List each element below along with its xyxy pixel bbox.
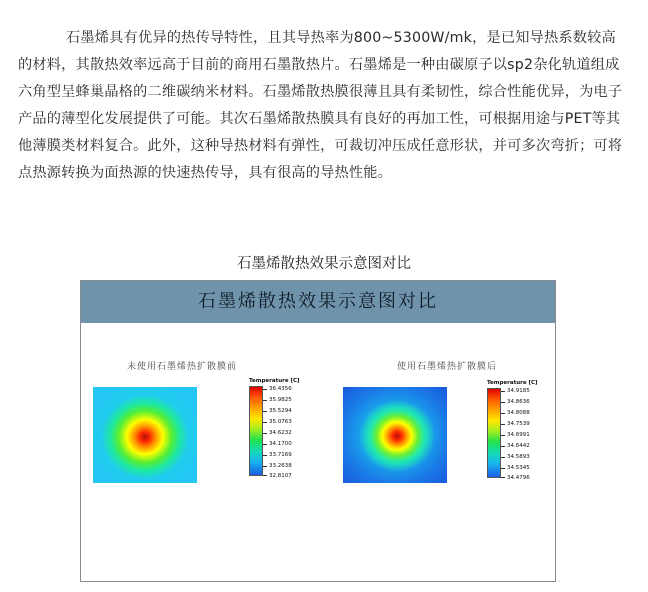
- scale-value: 34.4796: [507, 475, 530, 481]
- figure-header-title: 石墨烯散热效果示意图对比: [81, 281, 555, 323]
- scale-value: 35.5294: [269, 408, 292, 414]
- tick-mark: [263, 400, 267, 401]
- scale-value: 34.8088: [507, 410, 530, 416]
- end-mark: .: [558, 577, 560, 584]
- tick-mark: [501, 435, 505, 436]
- scale-value: 33.2638: [269, 463, 292, 469]
- figure-caption: 石墨烯散热效果示意图对比: [237, 256, 411, 272]
- scale-value: 32.8107: [269, 473, 292, 479]
- heat-dissipation-figure: [80, 280, 556, 582]
- scale-value: 34.6232: [269, 430, 292, 436]
- scale-value: 34.8636: [507, 399, 530, 405]
- scale-value: 34.6442: [507, 443, 530, 449]
- panel-title-before: 未使用石墨烯热扩散膜前: [127, 362, 238, 372]
- scale-value: 34.5345: [507, 465, 530, 471]
- heatmap-after: [343, 387, 447, 483]
- tick-mark: [263, 422, 267, 423]
- color-bar-before: [249, 386, 263, 476]
- tick-mark: [501, 413, 505, 414]
- tick-mark: [501, 477, 505, 478]
- scale-title-before: Temperature [C]: [249, 378, 300, 384]
- tick-mark: [263, 433, 267, 434]
- article-paragraph: 石墨烯具有优异的热传导特性，且其导热率为800~5300W/mk，是已知导热系数较高的材料，其散热效率远高于目前的商用石墨散热片。石墨烯是一种由碳原子以sp2杂化轨道组成六角型呈蜂巢晶格的二维碳纳米材料。石墨烯散热膜很薄且具有柔韧性，综合性能优异，为电子产品的薄型化发展提供了可能。其次石墨烯散热膜具有良好的再加工性，可根据用途与PET等其他薄膜类材料复合。此外，这种导热材料有弹性，可裁切冲压成任意形状，并可多次弯折；可将点热源转换为面热源的快速热传导，具有很高的导热性能。: [18, 30, 623, 181]
- tick-mark: [263, 444, 267, 445]
- scale-value: 34.1700: [269, 441, 292, 447]
- tick-mark: [501, 446, 505, 447]
- tick-mark: [501, 391, 505, 392]
- tick-mark: [501, 468, 505, 469]
- scale-value: 34.5893: [507, 454, 530, 460]
- tick-mark: [501, 457, 505, 458]
- scale-value: 34.9185: [507, 388, 530, 394]
- tick-mark: [263, 455, 267, 456]
- scale-value: 34.6991: [507, 432, 530, 438]
- tick-mark: [263, 466, 267, 467]
- tick-mark: [501, 424, 505, 425]
- scale-value: 35.9825: [269, 397, 292, 403]
- color-bar-after: [487, 388, 501, 478]
- tick-mark: [263, 389, 267, 390]
- scale-value: 34.7539: [507, 421, 530, 427]
- scale-value: 36.4356: [269, 386, 292, 392]
- tick-mark: [501, 402, 505, 403]
- scale-value: 33.7169: [269, 452, 292, 458]
- scale-value: 35.0763: [269, 419, 292, 425]
- tick-mark: [263, 475, 267, 476]
- tick-mark: [263, 411, 267, 412]
- scale-title-after: Temperature [C]: [487, 380, 538, 386]
- panel-title-after: 使用石墨烯热扩散膜后: [397, 362, 498, 372]
- heatmap-before: [93, 387, 197, 483]
